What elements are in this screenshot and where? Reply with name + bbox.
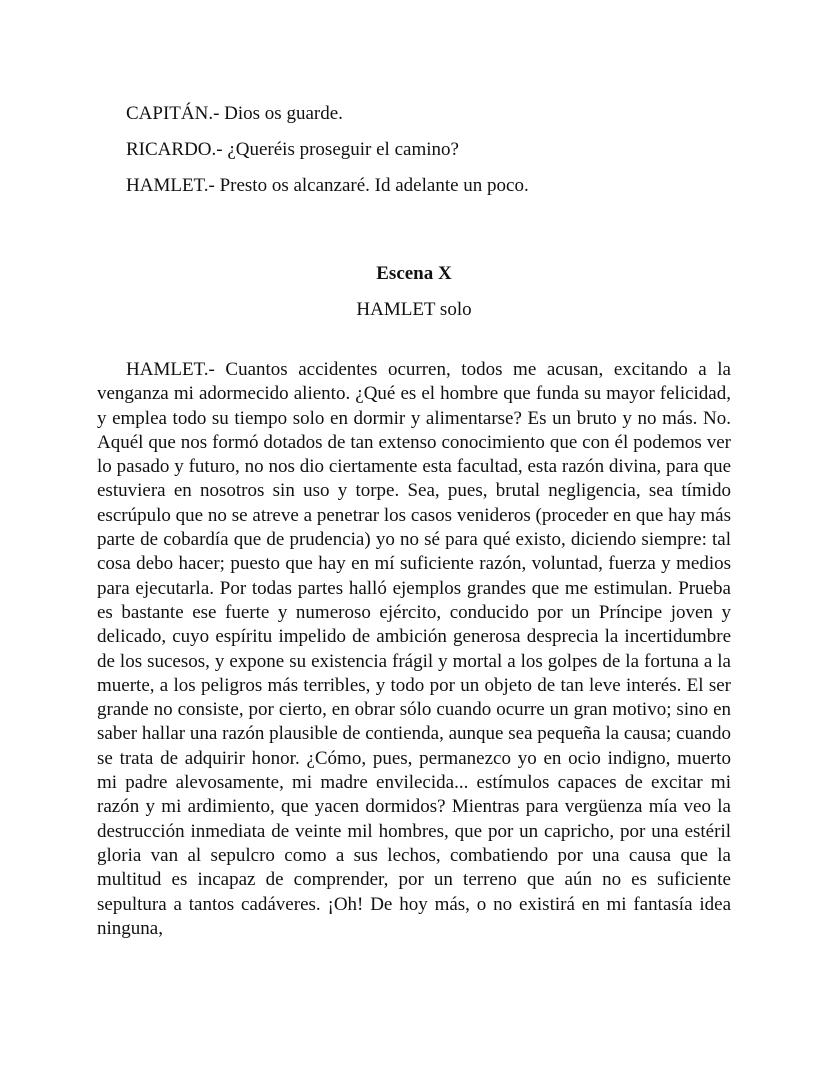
scene-subtitle: HAMLET solo [356,299,472,320]
hamlet-monologue: HAMLET.- Cuantos accidentes ocurren, todos me acusan, excitando a la venganza mi adormecido aliento. ¿Qué es el hombre que funda su mayor felicidad, y emplea todo su tiempo solo en dormir y alimentarse? Es un bruto y no más. No. Aquél que nos formó dotados de tan extenso conocimiento que con él podemos ver lo pasado y futuro, no nos dio ciertamente esta facultad, esta razón divina, para que estuviera en nosotros sin uso y torpe. Sea, pues, brutal negligencia, sea tímido escrúpulo que no se atreve a penetrar los casos venideros (proceder en que hay más parte de cobardía que de prudencia) yo no sé para qué existo, diciendo siempre: tal cosa debo hacer; puesto que hay en mí suficiente razón, voluntad, fuerza y medios para ejecutarla. Por todas partes halló ejemplos grandes que me estimulan. Prueba es bastante ese fuerte y numeroso ejército, conducido por un Príncipe joven y delicado, cuyo espíritu impelido de ambición generosa desprecia la incertidumbre de los sucesos, y expone su existencia frágil y mortal a los golpes de la fortuna a la muerte, a los peligros más terribles, y todo por un objeto de tan leve interés. El ser grande no consiste, por cierto, en obrar sólo cuando ocurre un gran motivo; sino en saber hallar una razón plausible de contienda, aunque sea pequeña la causa; cuando se trata de adquirir honor. ¿Cómo, pues, permanezco yo en ocio indigno, muerto mi padre alevosamente, mi madre envilecida... estímulos capaces de excitar mi razón y mi ardimiento, que yacen dormidos? Mientras para vergüenza mía veo la destrucción inmediata de veinte mil hombres, que por un capricho, por una estéril gloria van al sepulcro como a sus lechos, combatiendo por una causa que la multitud es incapaz de comprender, por un terreno que aún no es suficiente sepultura a tantos cadáveres. ¡Oh! De hoy más, o no existirá en mi fantasía idea ninguna, [97,359,731,939]
scene-title: Escena X [376,263,452,284]
scene-heading [0,260,828,324]
dialogue-line-capitan: CAPITÁN.- Dios os guarde. [126,103,343,124]
dialogue-line-ricardo: RICARDO.- ¿Queréis proseguir el camino? [126,139,459,160]
dialogue-line-hamlet: HAMLET.- Presto os alcanzaré. Id adelante un poco. [126,175,529,196]
dialogue-block [126,96,766,204]
